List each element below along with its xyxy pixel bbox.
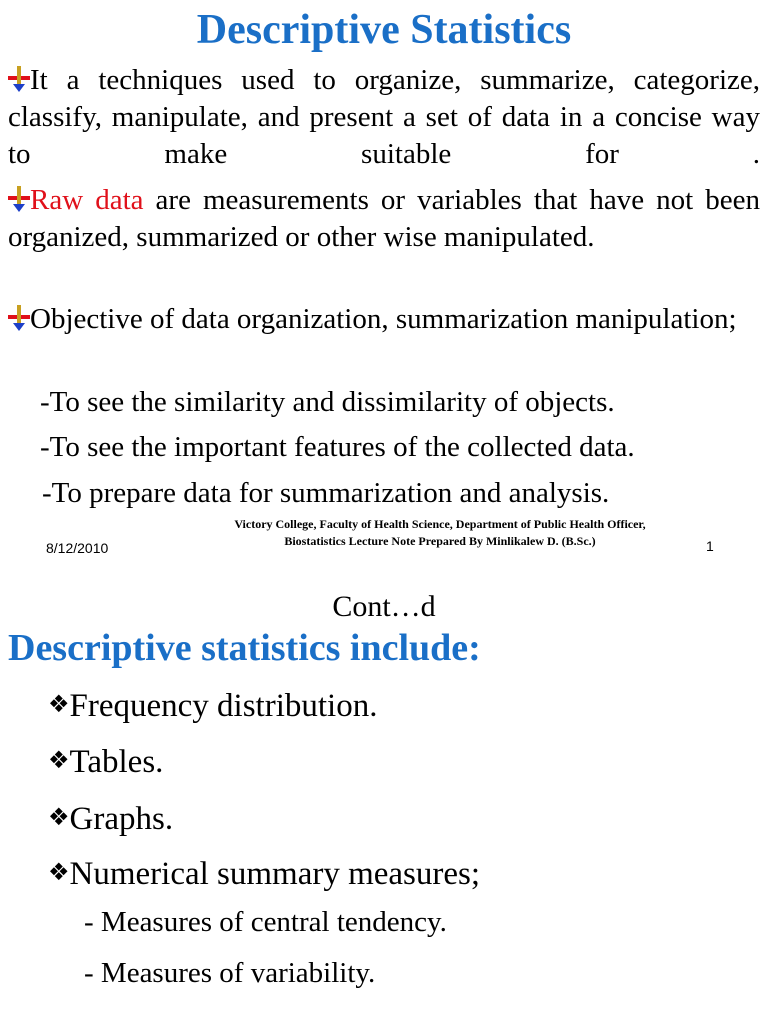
list-item-label: Numerical summary measures; [69,856,481,892]
list-item-label: Graphs. [69,801,174,837]
footer-date: 8/12/2010 [46,540,109,556]
cross-arrow-bullet-icon [8,305,30,331]
subitem-variability: - Measures of variability. [84,957,376,989]
paragraph-raw-data [8,182,760,256]
list-item-tables [48,740,163,782]
section-heading: Descriptive statistics include: [8,627,481,669]
diamond-bullet-icon: ❖ [48,690,70,718]
list-item-graphs [48,797,173,839]
definition-text: It a techniques used to organize, summarize, categorize, classify, manipulate, and present a set of data in a concise way to make suitable for . [8,64,760,170]
cross-arrow-bullet-icon [8,66,30,92]
cross-arrow-bullet-icon [8,186,30,212]
list-item-label: Frequency distribution. [69,688,378,724]
page-number: 1 [706,538,714,554]
subpoint-features: -To see the important features of the collected data. [40,431,635,463]
paragraph-definition [8,62,760,173]
slide-2 [0,590,768,1024]
continuation-label: Cont…d [332,590,436,623]
footer-credit: Victory College, Faculty of Health Science, Department of Public Health Officer, Biostatistics Lecture Note Prepared By Minlikalew D. (B.Sc.) [234,517,646,548]
paragraph-objective [8,301,760,338]
diamond-bullet-icon: ❖ [48,858,70,886]
slide-title: Descriptive Statistics [196,7,572,53]
raw-data-term: Raw data [30,184,144,216]
list-item-numerical [48,852,480,894]
list-item-frequency [48,684,377,726]
subitem-central-tendency: - Measures of central tendency. [84,906,447,938]
diamond-bullet-icon: ❖ [48,803,70,831]
list-item-label: Tables. [69,744,164,780]
raw-data-text: are measurements or variables that have not been organized, summarized or other wise manipulated. [8,184,760,253]
objective-text: Objective of data organization, summarization manipulation; [30,303,737,335]
subpoint-similarity: -To see the similarity and dissimilarity of objects. [40,386,615,418]
subpoint-prepare: -To prepare data for summarization and analysis. [42,477,610,509]
diamond-bullet-icon: ❖ [48,746,70,774]
